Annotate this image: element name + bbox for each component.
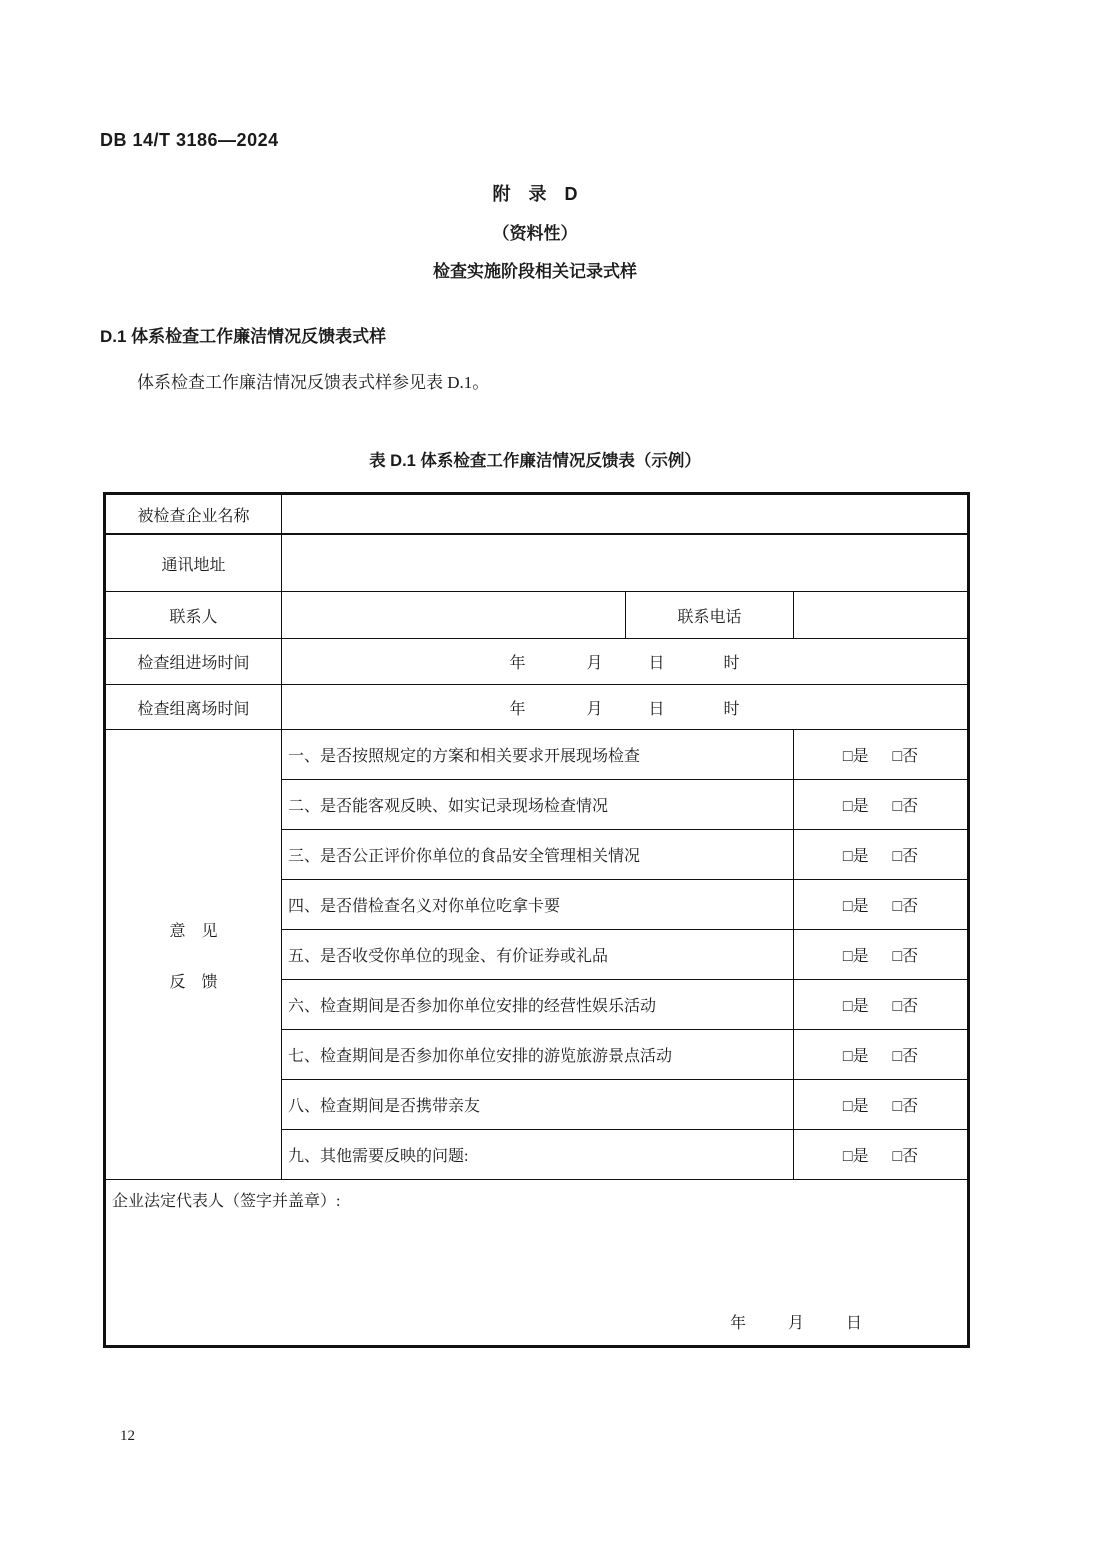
standard-number: DB 14/T 3186—2024 bbox=[100, 130, 279, 150]
feedback-item-2: 二、是否能客观反映、如实记录现场检查情况 bbox=[282, 780, 794, 830]
section-paragraph: 体系检查工作廉洁情况反馈表式样参见表 D.1。 bbox=[137, 373, 490, 392]
yes-checkbox: □是 bbox=[842, 898, 869, 915]
signature-row bbox=[106, 1180, 967, 1345]
feedback-label-line2: 反 馈 bbox=[169, 973, 218, 991]
appendix-subtitle: 检查实施阶段相关记录式样 bbox=[433, 262, 637, 281]
feedback-item-1-options bbox=[794, 730, 967, 780]
no-checkbox: □否 bbox=[892, 898, 919, 915]
hour-unit: 时 bbox=[723, 700, 740, 718]
entry-time-value-cell bbox=[282, 639, 967, 685]
day-unit: 日 bbox=[648, 700, 665, 718]
yes-checkbox: □是 bbox=[842, 1148, 869, 1165]
year-unit: 年 bbox=[729, 1315, 746, 1332]
month-unit: 月 bbox=[586, 700, 603, 718]
feedback-item-7: 七、检查期间是否参加你单位安排的游览旅游景点活动 bbox=[282, 1030, 794, 1080]
no-checkbox: □否 bbox=[892, 798, 919, 815]
feedback-item-3-options bbox=[794, 830, 967, 880]
feedback-item-5: 五、是否收受你单位的现金、有价证券或礼品 bbox=[282, 930, 794, 980]
yes-checkbox: □是 bbox=[842, 1048, 869, 1065]
no-checkbox: □否 bbox=[892, 998, 919, 1015]
exit-time-value-cell bbox=[282, 685, 967, 730]
no-checkbox: □否 bbox=[892, 848, 919, 865]
appendix-title: 附 录 D bbox=[492, 184, 578, 204]
day-unit: 日 bbox=[648, 655, 665, 672]
feedback-item-7-options bbox=[794, 1030, 967, 1080]
company-name-label: 被检查企业名称 bbox=[106, 495, 282, 535]
feedback-form-table bbox=[103, 492, 970, 1348]
feedback-item-9: 九、其他需要反映的问题: bbox=[282, 1130, 794, 1180]
phone-value-cell bbox=[794, 592, 967, 639]
feedback-item-5-options bbox=[794, 930, 967, 980]
yes-checkbox: □是 bbox=[842, 848, 869, 865]
day-unit: 日 bbox=[845, 1315, 862, 1332]
page-number: 12 bbox=[120, 1428, 135, 1444]
feedback-label-line1: 意 见 bbox=[169, 922, 218, 940]
no-checkbox: □否 bbox=[892, 1048, 919, 1065]
phone-label: 联系电话 bbox=[626, 592, 794, 639]
signature-label: 企业法定代表人（签字并盖章）: bbox=[112, 1193, 341, 1210]
contact-label: 联系人 bbox=[106, 592, 282, 639]
feedback-item-8-options bbox=[794, 1080, 967, 1130]
yes-checkbox: □是 bbox=[842, 748, 869, 765]
no-checkbox: □否 bbox=[892, 1148, 919, 1165]
feedback-item-9-options bbox=[794, 1130, 967, 1180]
address-value-cell bbox=[282, 535, 967, 592]
month-unit: 月 bbox=[787, 1315, 804, 1332]
yes-checkbox: □是 bbox=[842, 798, 869, 815]
company-name-value-cell bbox=[282, 495, 967, 535]
contact-value-cell bbox=[282, 592, 626, 639]
address-label: 通讯地址 bbox=[106, 535, 282, 592]
appendix-type: （资料性） bbox=[492, 224, 578, 243]
table-caption: 表 D.1 体系检查工作廉洁情况反馈表（示例） bbox=[369, 452, 701, 470]
month-unit: 月 bbox=[586, 655, 603, 672]
feedback-item-4: 四、是否借检查名义对你单位吃拿卡要 bbox=[282, 880, 794, 930]
feedback-item-2-options bbox=[794, 780, 967, 830]
signature-date bbox=[730, 1310, 862, 1333]
section-heading: D.1 体系检查工作廉洁情况反馈表式样 bbox=[100, 327, 387, 346]
exit-time-label: 检查组离场时间 bbox=[106, 685, 282, 730]
year-unit: 年 bbox=[509, 700, 526, 718]
yes-checkbox: □是 bbox=[842, 998, 869, 1015]
appendix-title-block bbox=[100, 180, 970, 295]
feedback-section-label bbox=[106, 730, 282, 1180]
feedback-item-1: 一、是否按照规定的方案和相关要求开展现场检查 bbox=[282, 730, 794, 780]
no-checkbox: □否 bbox=[892, 948, 919, 965]
year-unit: 年 bbox=[509, 655, 526, 672]
hour-unit: 时 bbox=[723, 655, 740, 672]
feedback-item-4-options bbox=[794, 880, 967, 930]
feedback-item-6-options bbox=[794, 980, 967, 1030]
feedback-item-6: 六、检查期间是否参加你单位安排的经营性娱乐活动 bbox=[282, 980, 794, 1030]
feedback-item-8: 八、检查期间是否携带亲友 bbox=[282, 1080, 794, 1130]
no-checkbox: □否 bbox=[892, 748, 919, 765]
no-checkbox: □否 bbox=[892, 1098, 919, 1115]
feedback-item-3: 三、是否公正评价你单位的食品安全管理相关情况 bbox=[282, 830, 794, 880]
entry-time-label: 检查组进场时间 bbox=[106, 639, 282, 685]
yes-checkbox: □是 bbox=[842, 948, 869, 965]
yes-checkbox: □是 bbox=[842, 1098, 869, 1115]
